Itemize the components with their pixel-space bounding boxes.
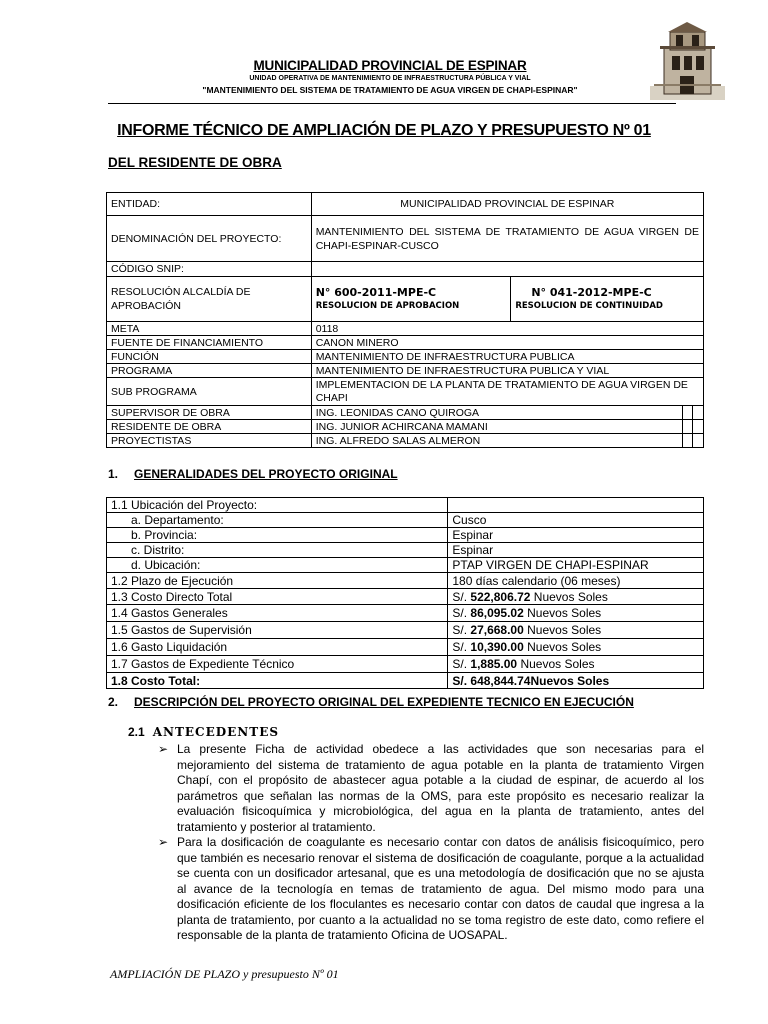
- cost-amount: 10,390.00: [470, 640, 524, 654]
- section-1-number: 1.: [108, 467, 119, 481]
- cost-label: 1.5 Gastos de Supervisión: [107, 622, 448, 639]
- checkbox-cell: [692, 406, 703, 420]
- meta-label: META: [107, 322, 312, 336]
- section-1-title: GENERALIDADES DEL PROYECTO ORIGINAL: [134, 467, 398, 481]
- currency-suffix: Nuevos Soles: [530, 673, 610, 688]
- plazo-value: 180 días calendario (06 meses): [448, 573, 704, 589]
- resolucion-approval-number: N° 600-2011-MPE-C: [315, 286, 437, 299]
- proyectistas-label: PROYECTISTAS: [107, 434, 312, 448]
- checkbox-cell: [683, 434, 693, 448]
- programa-value: MANTENIMIENTO DE INFRAESTRUCTURA PUBLICA Y VIAL: [311, 364, 703, 378]
- denominacion-label: DENOMINACIÓN DEL PROYECTO:: [107, 216, 312, 262]
- distrito-label: c. Distrito:: [107, 543, 448, 558]
- cost-label: 1.4 Gastos Generales: [107, 605, 448, 622]
- resolucion-label: RESOLUCIÓN ALCALDÍA DE APROBACIÓN: [107, 277, 312, 322]
- section-2-title: DESCRIPCIÓN DEL PROYECTO ORIGINAL DEL EXPEDIENTE TECNICO EN EJECUCIÓN: [134, 695, 634, 709]
- arrow-bullet-icon: ➢: [158, 742, 169, 756]
- fuente-value: CANON MINERO: [311, 336, 703, 350]
- cost-amount: 27,668.00: [470, 623, 524, 637]
- page-footer: AMPLIACIÓN DE PLAZO y presupuesto Nº 01: [110, 967, 339, 981]
- header-divider: [108, 103, 676, 104]
- entidad-value: MUNICIPALIDAD PROVINCIAL DE ESPINAR: [311, 193, 703, 216]
- denominacion-value: MANTENIMIENTO DEL SISTEMA DE TRATAMIENTO DE AGUA VIRGEN DE CHAPI-ESPINAR-CUSCO: [311, 216, 703, 262]
- cost-amount: 86,095.02: [470, 606, 524, 620]
- subsection-2-1-title: ANTECEDENTES: [152, 725, 280, 739]
- funcion-value: MANTENIMIENTO DE INFRAESTRUCTURA PUBLICA: [311, 350, 703, 364]
- entidad-label: ENTIDAD:: [107, 193, 312, 216]
- snip-value: [311, 262, 703, 277]
- supervisor-value: ING. LEONIDAS CANO QUIROGA: [311, 406, 682, 420]
- cost-label: 1.7 Gastos de Expediente Técnico: [107, 656, 448, 673]
- location-empty: [448, 498, 704, 513]
- cost-amount: 1,885.00: [470, 657, 518, 671]
- operating-unit: UNIDAD OPERATIVA DE MANTENIMIENTO DE INFRAESTRUCTURA PÚBLICA Y VIAL: [249, 75, 531, 82]
- antecedentes-paragraph-1: La presente Ficha de actividad obedece a las actividades que son necesarias para el mejoramiento del sistema de tratamiento de agua potable en la planta de tratamiento Virgen Chapí, con el propósito de abastecer agua potable a la ciudad de espinar, de acuerdo al los parámetros que señalan las normas de la OMS, para este propósito es necesario realizar la evaluación fisicoquímica y microbiológica, del agua en la planta de tratamiento, antes del tratamiento y posterior al tratamiento.: [177, 742, 704, 834]
- subsection-2-1-heading: [128, 725, 279, 739]
- programa-label: PROGRAMA: [107, 364, 312, 378]
- residente-value: ING. JUNIOR ACHIRCANA MAMANI: [311, 420, 682, 434]
- currency-suffix: Nuevos Soles: [527, 623, 602, 637]
- cost-value: [448, 639, 704, 656]
- resident-heading: DEL RESIDENTE DE OBRA: [108, 155, 282, 170]
- ubicacion-label: d. Ubicación:: [107, 558, 448, 573]
- cost-value: [448, 622, 704, 639]
- checkbox-cell: [692, 420, 703, 434]
- municipality-title: MUNICIPALIDAD PROVINCIAL DE ESPINAR: [253, 58, 527, 73]
- general-project-table: [106, 497, 704, 689]
- cost-label: 1.3 Costo Directo Total: [107, 589, 448, 605]
- total-cost-value: [448, 673, 704, 689]
- resolucion-continuity-cell: [511, 277, 704, 322]
- currency-suffix: Nuevos Soles: [520, 657, 595, 671]
- currency-suffix: Nuevos Soles: [533, 589, 608, 604]
- report-title: INFORME TÉCNICO DE AMPLIACIÓN DE PLAZO Y PRESUPUESTO Nº 01: [117, 122, 651, 139]
- project-info-table: [106, 192, 704, 448]
- section-2-heading: [108, 695, 634, 709]
- currency-suffix: Nuevos Soles: [527, 640, 602, 654]
- proyectistas-value: ING. ALFREDO SALAS ALMERON: [311, 434, 682, 448]
- residente-label: RESIDENTE DE OBRA: [107, 420, 312, 434]
- currency-prefix: S/.: [452, 673, 468, 688]
- provincia-label: b. Provincia:: [107, 528, 448, 543]
- subprograma-label: SUB PROGRAMA: [107, 378, 312, 406]
- cost-value: [448, 605, 704, 622]
- departamento-label: a. Departamento:: [107, 513, 448, 528]
- checkbox-cell: [683, 406, 693, 420]
- cost-amount: 522,806.72: [470, 589, 531, 604]
- subprograma-value: IMPLEMENTACION DE LA PLANTA DE TRATAMIENTO DE AGUA VIRGEN DE CHAPI: [311, 378, 703, 406]
- currency-prefix: S/.: [452, 657, 468, 671]
- cost-value: [448, 656, 704, 673]
- cost-label: 1.6 Gasto Liquidación: [107, 639, 448, 656]
- currency-prefix: S/.: [452, 606, 468, 620]
- ubicacion-value: PTAP VIRGEN DE CHAPI-ESPINAR: [448, 558, 704, 573]
- snip-label: CÓDIGO SNIP:: [107, 262, 312, 277]
- supervisor-label: SUPERVISOR DE OBRA: [107, 406, 312, 420]
- resolucion-approval-cell: [311, 277, 511, 322]
- total-cost-label: 1.8 Costo Total:: [107, 673, 448, 689]
- project-subtitle: "MANTENIMIENTO DEL SISTEMA DE TRATAMIENTO DE AGUA VIRGEN DE CHAPI-ESPINAR": [202, 85, 578, 95]
- provincia-value: Espinar: [448, 528, 704, 543]
- departamento-value: Cusco: [448, 513, 704, 528]
- section-1-heading: [108, 467, 398, 481]
- total-amount: 648,844.74: [470, 673, 531, 688]
- checkbox-cell: [692, 434, 703, 448]
- plazo-label: 1.2 Plazo de Ejecución: [107, 573, 448, 589]
- tower-logo-icon: [650, 20, 725, 100]
- subsection-2-1-number: 2.1: [128, 725, 145, 739]
- antecedentes-paragraph-2: Para la dosificación de coagulante es necesario contar con datos de análisis fisicoquímico, pero que también es necesario renovar el sistema de dosificación de coagulante, porque a la actualidad se cuenta con un dosificador artesanal, que es una metodología de dosificación que no se ajusta al avance de la tecnología en temas de tratamiento de agua. Del mismo modo para una dosificación eficiente de los floculantes es necesario contar con datos de caudal que ingresa a la planta de tratamiento, por cuanto a la actualidad no se toma registro de este dato, como refiere el responsable de la planta de tratamiento Oficina de UOSAPAL.: [177, 835, 704, 942]
- arrow-bullet-icon: ➢: [158, 835, 169, 849]
- cost-value: [448, 589, 704, 605]
- section-2-number: 2.: [108, 695, 119, 709]
- currency-prefix: S/.: [452, 589, 468, 604]
- resolucion-approval-label: RESOLUCION DE APROBACION: [315, 301, 460, 311]
- location-label: 1.1 Ubicación del Proyecto:: [107, 498, 448, 513]
- funcion-label: FUNCIÓN: [107, 350, 312, 364]
- resolucion-continuity-number: N° 041-2012-MPE-C: [531, 286, 652, 299]
- meta-value: 0118: [311, 322, 703, 336]
- currency-suffix: Nuevos Soles: [527, 606, 602, 620]
- currency-prefix: S/.: [452, 623, 468, 637]
- currency-prefix: S/.: [452, 640, 468, 654]
- checkbox-cell: [683, 420, 693, 434]
- fuente-label: FUENTE DE FINANCIAMIENTO: [107, 336, 312, 350]
- resolucion-continuity-label: RESOLUCION DE CONTINUIDAD: [515, 301, 663, 311]
- distrito-value: Espinar: [448, 543, 704, 558]
